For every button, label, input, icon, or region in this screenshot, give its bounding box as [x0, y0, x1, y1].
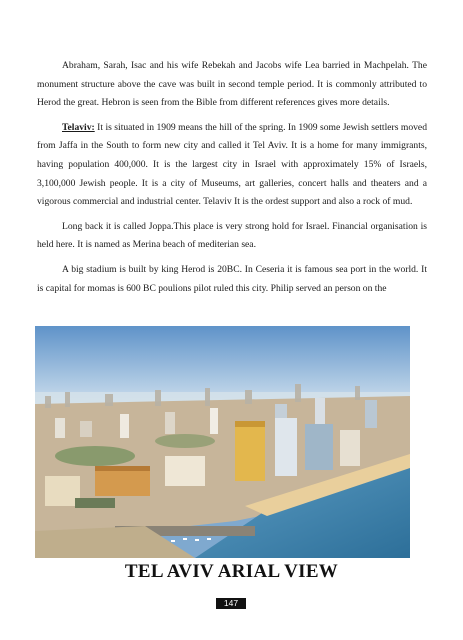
- paragraph-hebron: Abraham, Sarah, Isac and his wife Rebekah and Jacobs wife Lea barried in Machpelah. The monument structure above the cave was built in second temple period. It is commonly attributed to Herod the great. Hebron is seen from the Bible from different references gives more details.: [37, 60, 427, 109]
- tower-gold: [235, 421, 265, 481]
- tower-blue: [305, 424, 333, 470]
- tower-white: [275, 418, 297, 476]
- tel-aviv-aerial-photo: [35, 326, 410, 558]
- aerial-city-illustration: [35, 326, 410, 558]
- photo-caption: TEL AVIV ARIAL VIEW: [124, 561, 339, 582]
- body-text: [37, 57, 427, 298]
- paragraph-joppa: Long back it is called Joppa.This place is very strong hold for Israel. Financial organisation is held here. It is named as Merina beach of mediterian sea.: [37, 220, 427, 251]
- paragraph-telaviv-body: It is situated in 1909 means the hill of the spring. In 1909 some Jewish settlers moved from Jaffa in the South to form new city and called it Tel Aviv. It is a home for many immigrants, having population 400,000. It is the largest city in Israel with approximately 15% of Israels, 3,100,000 Jewish people. It is a city of Museums, art galleries, concert halls and theaters and a vigorous commercial and industrial center. Telaviv It is the ordest support and also a rock of mud.: [37, 121, 427, 208]
- paragraph-telaviv: [37, 119, 427, 212]
- paragraph-stadium: A big stadium is built by king Herod is 20BC. In Ceseria it is famous sea port in the world. It is capital for momas is 600 BC poulions pilot ruled this city. Philip served an person on the: [37, 263, 427, 294]
- page-number: 147: [216, 598, 246, 609]
- section-heading-telaviv: Telaviv:: [62, 121, 95, 133]
